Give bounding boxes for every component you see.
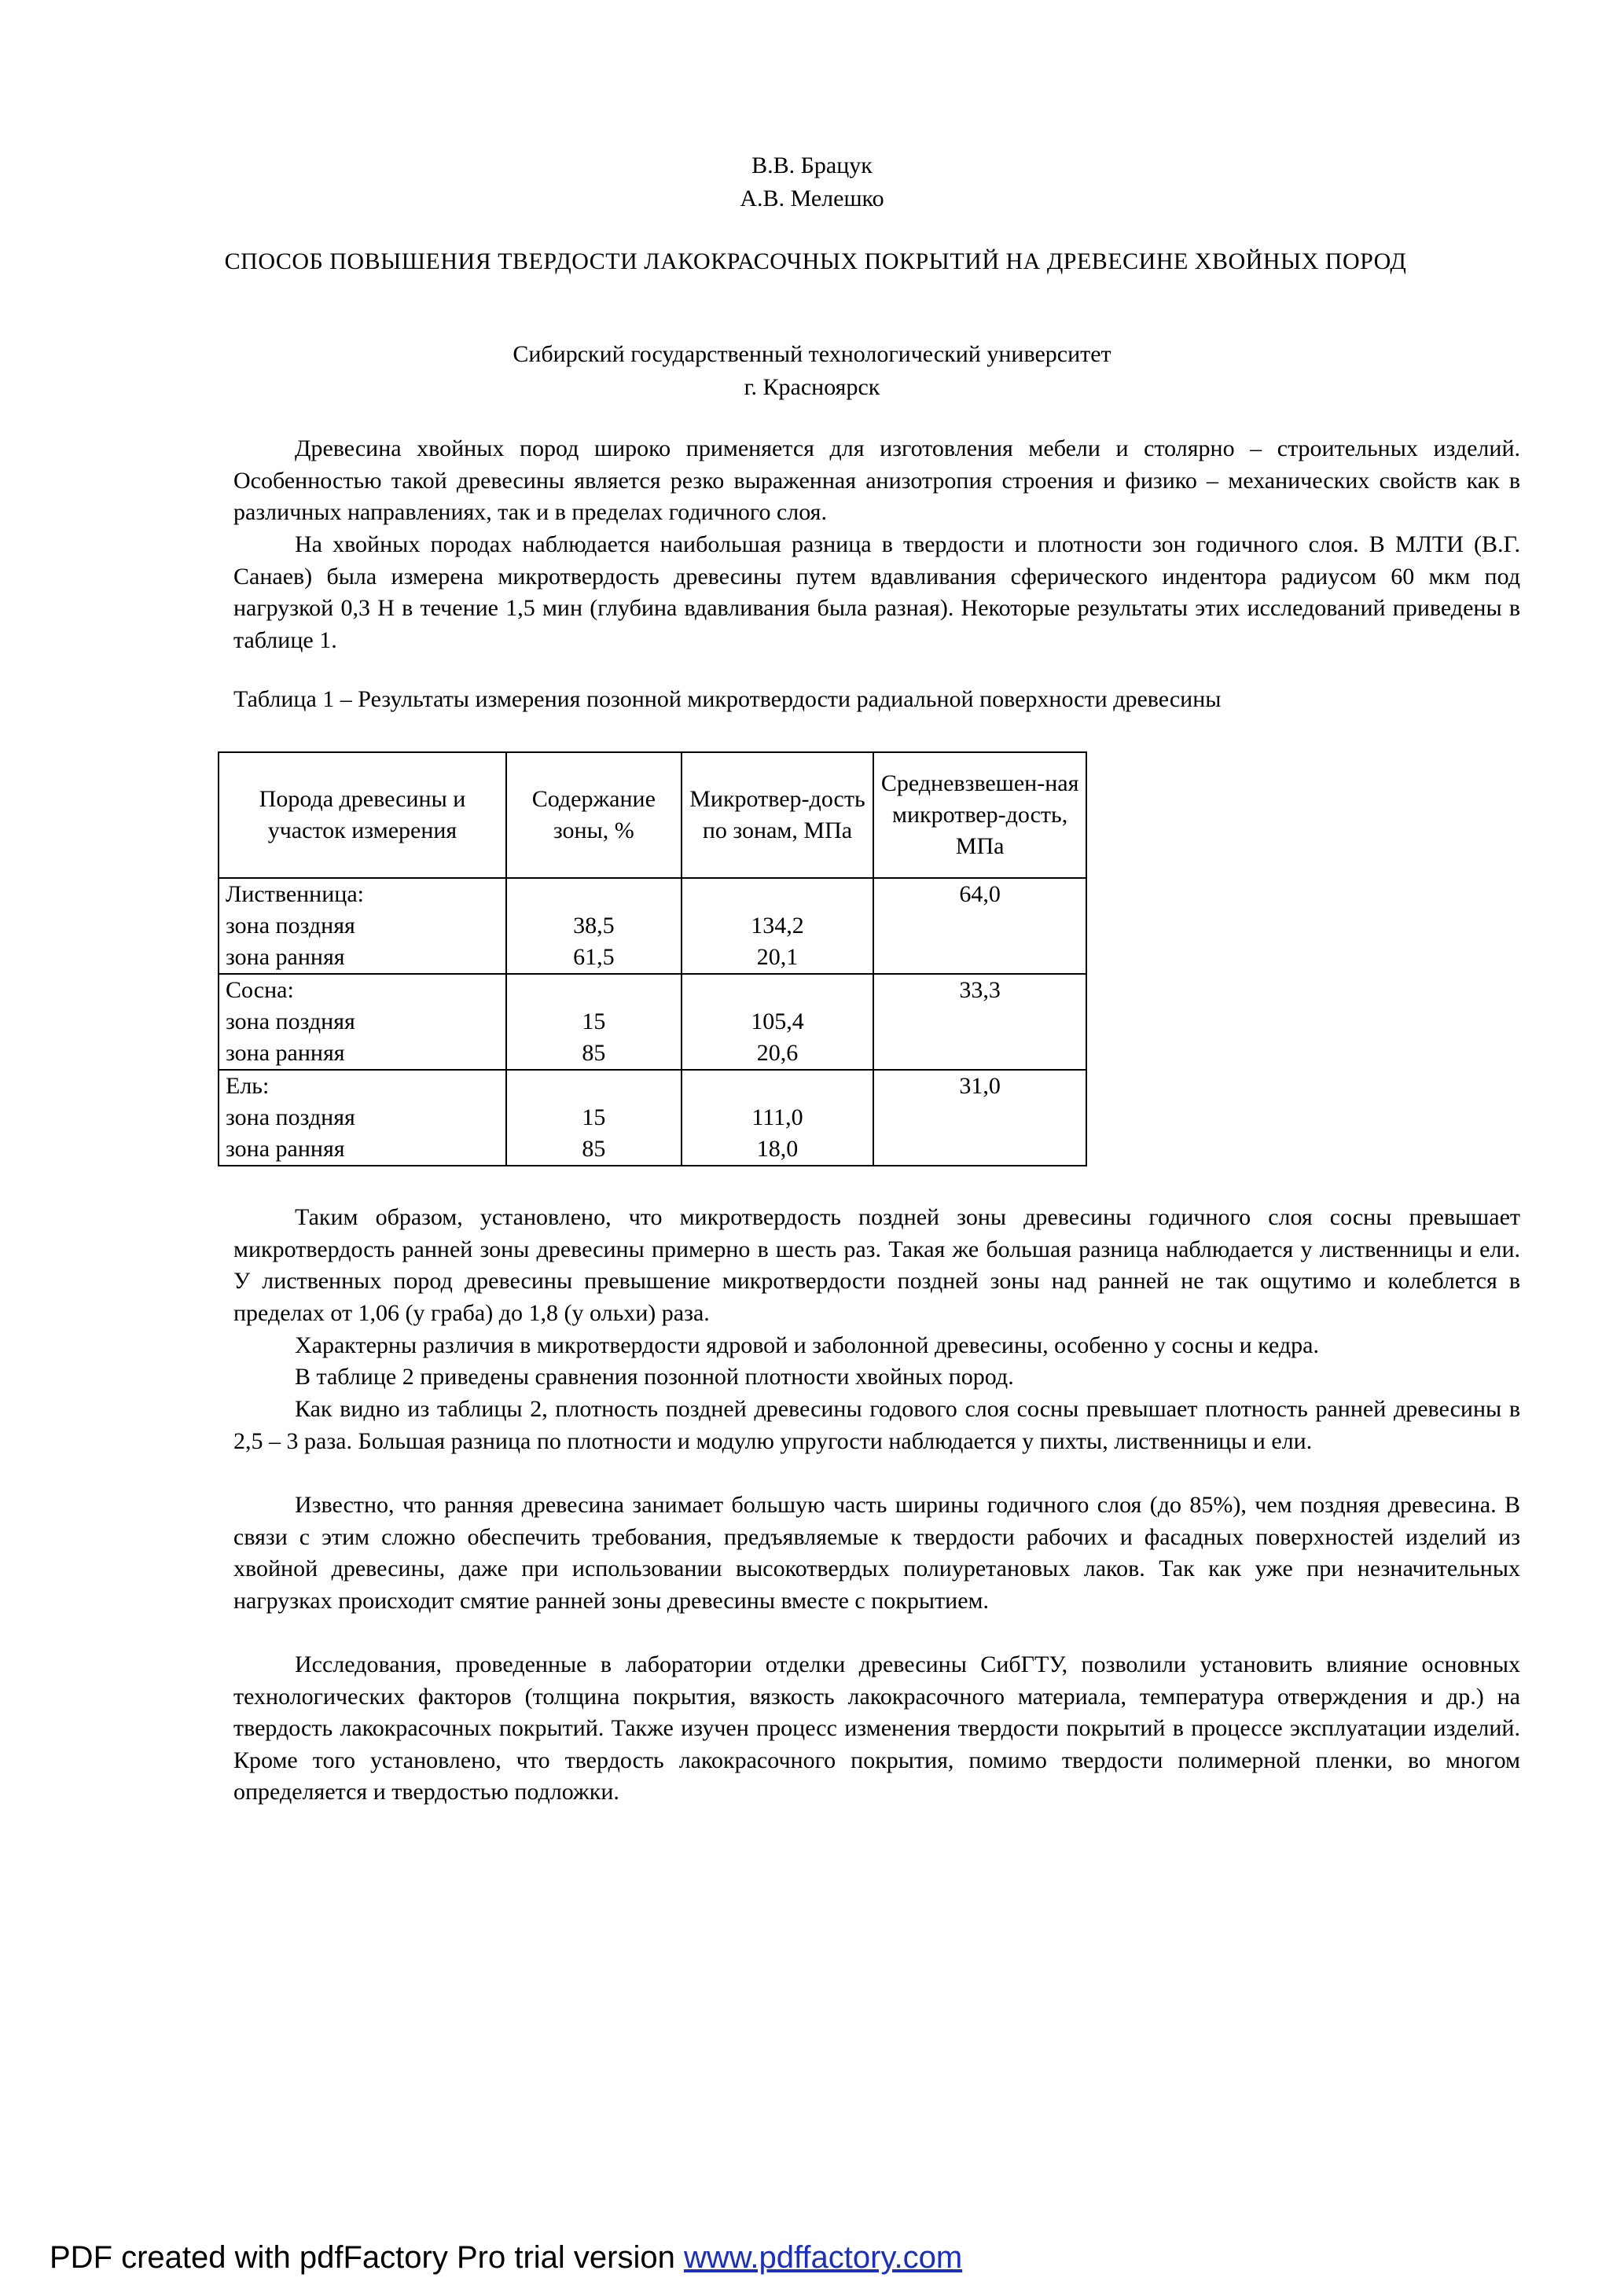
avg-cell <box>873 1070 1086 1166</box>
body-paragraph: Известно, что ранняя древесина занимает большую часть ширины годичного слоя (до 85%), чем поздняя древесина. В связи с этим сложно обеспечить требования, предъявляемые к твердости рабочих и фасадных поверхностей изделий из хвойной древесины, даже при использовании высокотвердых полиуретановых лаков. Так как уже при незначительных нагрузках происходит смятие ранней зоны древесины вместе с покрытием. <box>233 1492 1520 1614</box>
avg-value: 31,0 <box>959 1073 1001 1099</box>
header-zone-hardness: Микротвер-дость по зонам, МПа <box>682 752 874 878</box>
hardness-value: 105,4 <box>751 1008 804 1034</box>
hardness-cell <box>682 974 874 1070</box>
hardness-cell <box>682 878 874 974</box>
hardness-value: 18,0 <box>756 1136 799 1162</box>
author-name: А.В. Мелешко <box>740 186 884 211</box>
city-name: г. Красноярск <box>744 374 880 400</box>
footer-link[interactable]: www.pdffactory.com <box>683 2240 963 2275</box>
content-value: 38,5 <box>573 913 615 939</box>
table-row <box>219 878 1086 974</box>
avg-cell <box>873 974 1086 1070</box>
hardness-value: 20,1 <box>756 944 799 970</box>
species-cell <box>219 974 506 1070</box>
header-content: Содержание зоны, % <box>506 752 682 878</box>
zone-label: зона поздняя <box>226 1104 355 1130</box>
zone-label: зона поздняя <box>226 1008 355 1034</box>
table-row <box>219 1070 1086 1166</box>
table-row <box>219 974 1086 1070</box>
avg-cell <box>873 878 1086 974</box>
author-list <box>0 149 1624 215</box>
body-paragraph: Таким образом, установлено, что микротвердость поздней зоны древесины годичного слоя сосны превышает микротвердость ранней зоны древесины примерно в шесть раз. Такая же большая разница наблюдается у лиственницы и ели. У лиственных пород древесины превышение микротвердости поздней зоны над ранней не так ощутимо и колеблется в пределах от 1,06 (у граба) до 1,8 (у ольхи) раза. <box>233 1204 1520 1326</box>
content-value: 85 <box>582 1040 606 1066</box>
content-cell <box>506 878 682 974</box>
author-name: В.В. Брацук <box>751 152 873 178</box>
affiliation <box>0 338 1624 404</box>
university-name: Сибирский государственный технологический университет <box>513 341 1111 367</box>
content-value: 15 <box>582 1008 606 1034</box>
table-caption: Таблица 1 – Результаты измерения позонной микротвердости радиальной поверхности древесины <box>233 686 1222 712</box>
header-avg-hardness: Средневзвешен-ная микротвер-дость, МПа <box>873 752 1086 878</box>
footer-text: PDF created with pdfFactory Pro trial version <box>50 2240 684 2275</box>
hardness-value: 20,6 <box>756 1040 799 1066</box>
intro-paragraph: Древесина хвойных пород широко применяется для изготовления мебели и столярно – строительных изделий. Особенностью такой древесины является резко выраженная анизотропия строения и физико – механических свойств как в различных направлениях, так и в пределах годичного слоя. <box>233 435 1520 525</box>
hardness-value: 134,2 <box>751 913 804 939</box>
hardness-cell <box>682 1070 874 1166</box>
species-cell <box>219 878 506 974</box>
pdf-footer <box>50 2239 962 2276</box>
hardness-value: 111,0 <box>751 1104 803 1130</box>
table-header-row <box>219 752 1086 878</box>
zone-label: зона ранняя <box>226 1136 345 1162</box>
body-paragraph: В таблице 2 приведены сравнения позонной плотности хвойных пород. <box>295 1364 1014 1390</box>
body-paragraph: Характерны различия в микротвердости ядровой и заболонной древесины, особенно у сосны и кедра. <box>295 1332 1319 1358</box>
content-cell <box>506 974 682 1070</box>
header-species: Порода древесины и участок измерения <box>219 752 506 878</box>
zone-label: зона ранняя <box>226 1040 345 1066</box>
content-value: 61,5 <box>573 944 615 970</box>
content-value: 85 <box>582 1136 606 1162</box>
zone-label: зона поздняя <box>226 913 355 939</box>
species-name: Лиственница: <box>226 881 365 907</box>
content-value: 15 <box>582 1104 606 1130</box>
species-name: Ель: <box>226 1073 270 1099</box>
paper-title: СПОСОБ ПОВЫШЕНИЯ ТВЕРДОСТИ ЛАКОКРАСОЧНЫХ ПОКРЫТИЙ НА ДРЕВЕСИНЕ ХВОЙНЫХ ПОРОД <box>224 248 1407 274</box>
species-name: Сосна: <box>226 977 294 1003</box>
intro-paragraph: На хвойных породах наблюдается наибольшая разница в твердости и плотности зон годичного слоя. В МЛТИ (В.Г. Санаев) была измерена микротвердость древесины путем вдавливания сферического индентора радиусом 60 мкм под нагрузкой 0,3 Н в течение 1,5 мин (глубина вдавливания была разная). Некоторые результаты этих исследований приведены в таблице 1. <box>233 531 1520 653</box>
avg-value: 64,0 <box>959 881 1001 907</box>
species-cell <box>219 1070 506 1166</box>
body-paragraph: Исследования, проведенные в лаборатории отделки древесины СибГТУ, позволили установить влияние основных технологических факторов (толщина покрытия, вязкость лакокрасочного материала, температура отверждения и др.) на твердость лакокрасочных покрытий. Также изучен процесс изменения твердости покрытий в процессе эксплуатации изделий. Кроме того установлено, что твердость лакокрасочного покрытия, помимо твердости полимерной пленки, во многом определяется и твердостью подложки. <box>233 1651 1520 1805</box>
body-paragraph: Как видно из таблицы 2, плотность поздней древесины годового слоя сосны превышает плотность ранней древесины в 2,5 – 3 раза. Большая разница по плотности и модулю упругости наблюдается у пихты, лиственницы и ели. <box>233 1396 1520 1454</box>
avg-value: 33,3 <box>959 977 1001 1003</box>
content-cell <box>506 1070 682 1166</box>
hardness-table <box>218 751 1087 1166</box>
zone-label: зона ранняя <box>226 944 345 970</box>
